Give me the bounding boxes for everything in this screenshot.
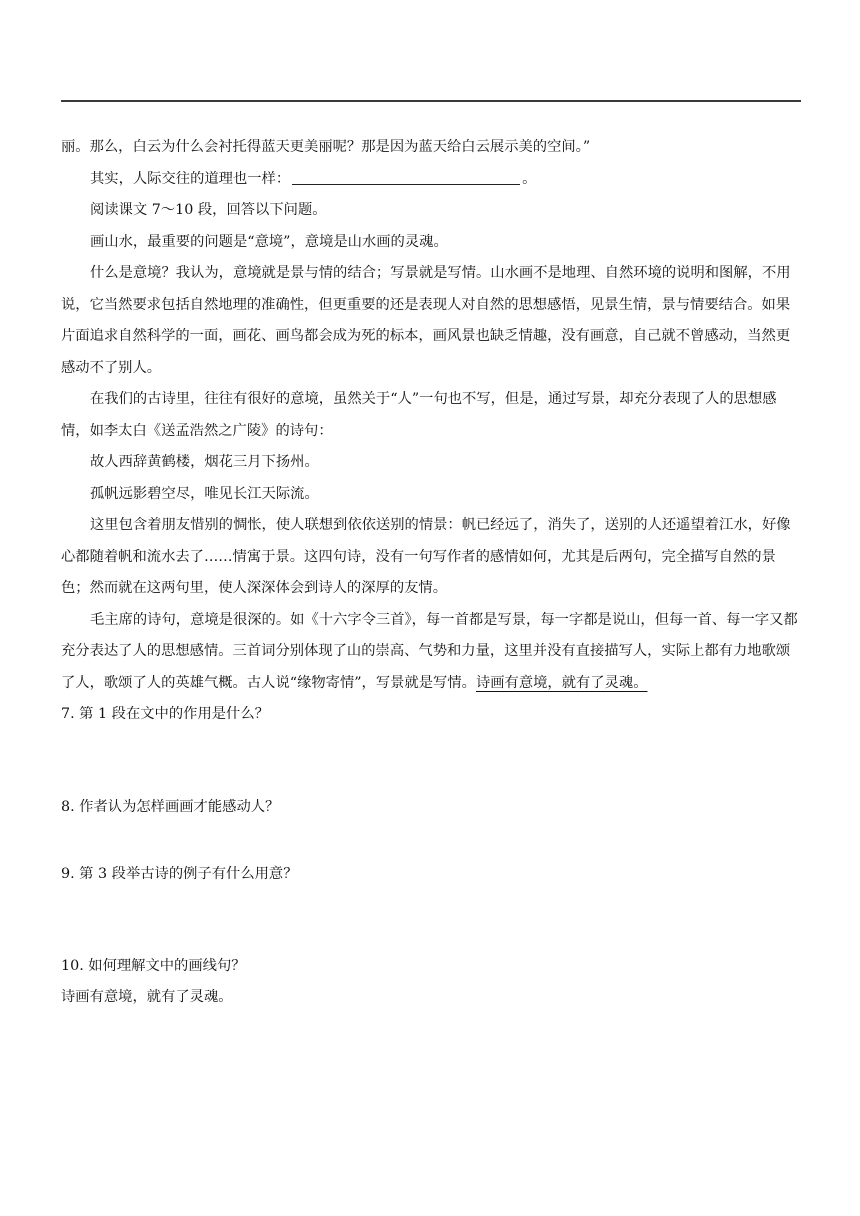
question-10-quote: 诗画有意境，就有了灵魂。 — [61, 989, 233, 1005]
fill-in-blank-sentence — [61, 164, 801, 196]
reading-instruction: 阅读课文 7～10 段，回答以下问题。 — [90, 202, 327, 218]
paragraph-5-text: 毛主席的诗句，意境是很深的。如《十六字令三首》，每一首都是写景，每一字都是说山，但每一首、每一字又都充分表达了人的思想感情。三首词分别体现了山的崇高、气势和力量，这里并没有直接描写人，实际上都有力地歌颂了人，歌颂了人的英雄气概。古人说“缘物寄情”，写景就是写情。 — [61, 611, 798, 691]
question-7: 7. 第 1 段在文中的作用是什么？ — [61, 706, 269, 722]
passage-paragraph-5 — [61, 605, 801, 700]
passage-paragraph-2: 什么是意境？我认为，意境就是景与情的结合；写景就是写情。山水画不是地理、自然环境的说明和图解，不用说，它当然要求包括自然地理的准确性，但更重要的还是表现人对自然的思想感悟，见景生情，景与情要结合。如果片面追求自然科学的一面，画花、画鸟都会成为死的标本，画风景也缺乏情趣，没有画意，自己就不曾感动，当然更感动不了别人。 — [61, 265, 791, 376]
poem-line-2: 孤帆远影碧空尽，唯见长江天际流。 — [90, 485, 319, 502]
passage-paragraph-4: 这里包含着朋友惜别的惆怅，使人联想到依依送别的情景：帆已经远了，消失了，送别的人还遥望着江水，好像心都随着帆和流水去了……情寓于景。这四句诗，没有一句写作者的感情如何，尤其是后两句，完全描写自然的景色；然而就在这两句里，使人深深体会到诗人的深厚的友情。 — [61, 517, 791, 596]
passage-paragraph-continued: 丽。那么，白云为什么会衬托得蓝天更美丽呢？那是因为蓝天给白云展示美的空间。” — [61, 139, 591, 155]
fill-in-end: 。 — [522, 170, 537, 187]
document-body — [61, 132, 801, 1013]
passage-paragraph-3: 在我们的古诗里，往往有很好的意境，虽然关于“人”一句也不写，但是，通过写景，却充分表现了人的思想感情，如李太白《送孟浩然之广陵》的诗句： — [61, 391, 777, 439]
fill-in-prompt: 其实，人际交往的道理也一样： — [90, 170, 291, 187]
header-rule — [61, 100, 801, 102]
poem-line-1: 故人西辞黄鹤楼，烟花三月下扬州。 — [90, 454, 319, 470]
underlined-sentence: 诗画有意境，就有了灵魂。 — [475, 674, 648, 691]
question-9: 9. 第 3 段举古诗的例子有什么用意？ — [61, 866, 298, 882]
question-8: 8. 作者认为怎样画画才能感动人？ — [61, 799, 280, 815]
passage-paragraph-1: 画山水，最重要的问题是“意境”，意境是山水画的灵魂。 — [90, 233, 448, 250]
question-10: 10. 如何理解文中的画线句？ — [61, 958, 246, 974]
answer-blank — [292, 169, 520, 185]
